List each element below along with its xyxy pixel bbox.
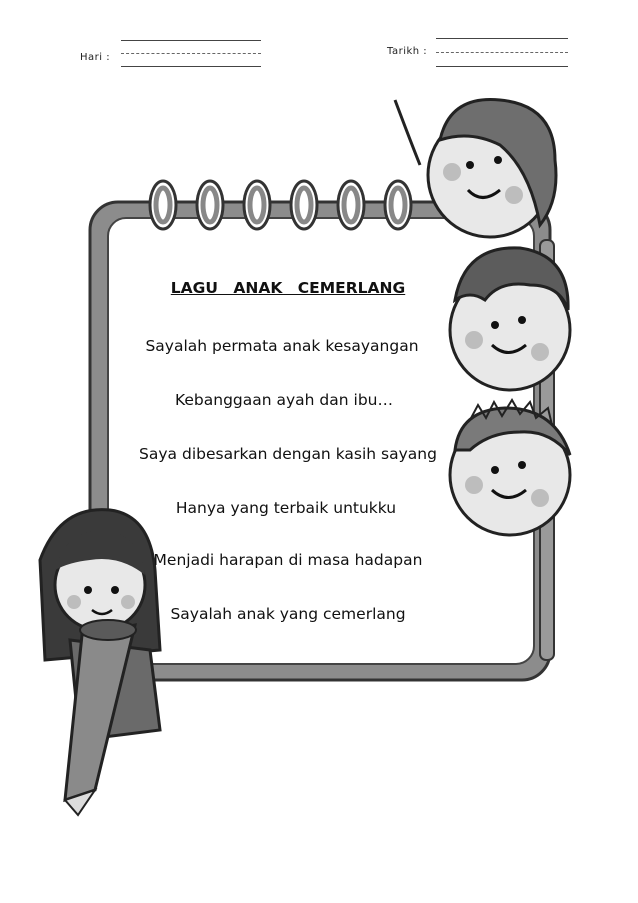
ring-icon [244,181,270,229]
day-label: Hari : [80,52,111,63]
ring-icon [197,181,223,229]
poem-line: Hanya yang terbaik untukku [175,499,397,517]
poem-line: Saya dibesarkan dengan kasih sayang [139,445,437,463]
poem-line: Sayalah permata anak kesayangan [145,337,419,355]
poem-line: Menjadi harapan di masa hadapan [153,551,423,569]
ring-icon [150,181,176,229]
poem-line: Kebanggaan ayah dan ibu… [175,391,393,409]
ring-icon [291,181,317,229]
poem-title: LAGU ANAK CEMERLANG [170,279,406,297]
ring-icon [338,181,364,229]
date-label: Tarikh : [387,46,428,57]
poem-line: Sayalah anak yang cemerlang [170,605,406,623]
ring-icon [385,181,411,229]
boy-wavy-hair-icon [450,248,570,390]
